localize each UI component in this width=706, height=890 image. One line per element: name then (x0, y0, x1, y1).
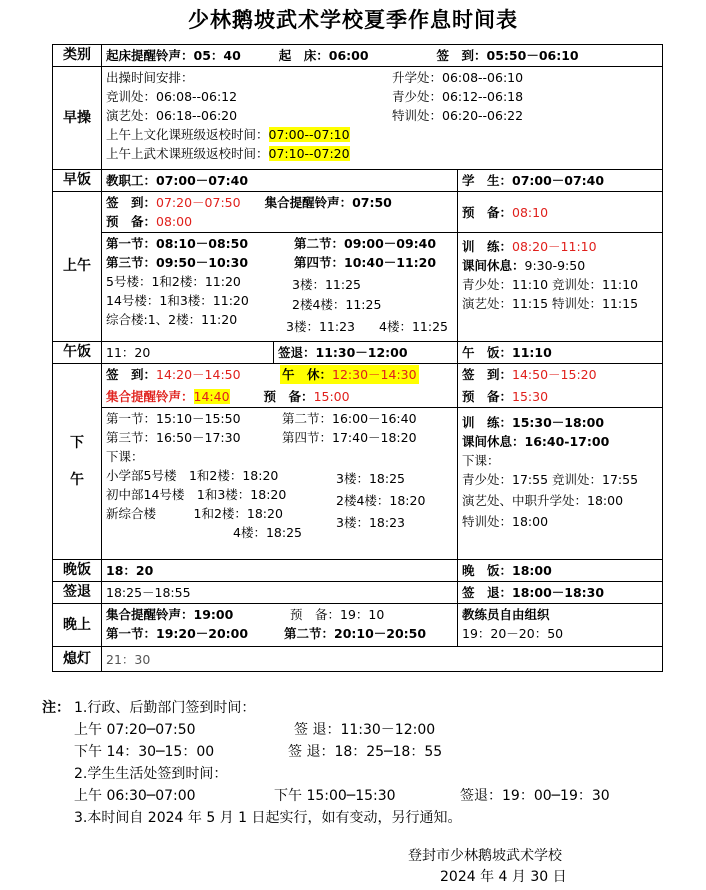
note-1d: 签 退：18：25─18：55 (288, 744, 443, 760)
afternoon-prep-label: 预 备： (263, 389, 314, 404)
wake-up: 起 床：06:00 (278, 48, 369, 63)
category-header: 类别 (53, 45, 102, 67)
afternoon-prep-time: 15:00 (313, 389, 350, 404)
afternoon-period-1: 第一节：15:10－15:50 (106, 411, 241, 426)
morning-exercise-content (102, 67, 663, 170)
evening-period-1: 第一节：19:20－20:00 (106, 626, 249, 641)
afternoon-training-content (458, 408, 663, 560)
afternoon-r-c: 演艺处、中职升学处：18:00 (462, 493, 624, 508)
category-evening: 晚上 (53, 604, 102, 647)
morning-right-prep-time: 08:10 (512, 204, 549, 220)
building-complex-b: 3楼：11:23 (286, 319, 355, 334)
category-lights: 熄灯 (53, 647, 102, 672)
afternoon-gather-time: 14:40 (193, 389, 230, 404)
lunch-checkout (274, 342, 458, 364)
afternoon-right-sign (458, 364, 663, 408)
afternoon-period-3: 第三节：16:50－17:30 (106, 430, 241, 445)
lunch-checkout-text: 签退：11:30－12:00 (278, 345, 408, 360)
culture-return-label: 上午上文化课班级返校时间： (106, 127, 269, 142)
wake-bell: 起床提醒铃声：05：40 (106, 48, 241, 63)
evening-row (53, 604, 663, 647)
jingxun-time: 竞训处：06:08--06:12 (106, 89, 238, 104)
note-1a: 上午 07:20─07:50 (74, 722, 196, 738)
middle-building-14-b: 2楼4楼：18:20 (336, 493, 426, 508)
notes (42, 697, 682, 829)
morning-break-label: 课间休息： (462, 258, 525, 273)
afternoon-break: 课间休息：16:40-17:00 (462, 434, 610, 449)
afternoon-dismiss: 下课： (106, 449, 144, 464)
lunch-row (53, 342, 663, 364)
afternoon-r-prep-label: 预 备： (462, 389, 513, 404)
primary-building-5: 小学部5号楼 1和2楼：18:20 (106, 468, 279, 483)
morning-classes-content (102, 233, 458, 342)
evening-coach-label: 教练员自由组织 (462, 607, 550, 622)
morning-gather-bell: 集合提醒铃声：07:50 (264, 195, 392, 210)
morning-sign-row (53, 192, 663, 233)
afternoon-r-a: 青少处：17:55 (462, 472, 549, 487)
building-14-b: 2楼4楼：11:25 (292, 297, 382, 312)
building-14: 14号楼：1和3楼：11:20 (106, 293, 249, 308)
note-2a: 上午 06:30─07:00 (74, 788, 196, 804)
page-title: 少林鹅坡武术学校夏季作息时间表 (188, 7, 518, 32)
category-checkout: 签退 (53, 582, 102, 604)
new-complex-b: 3楼：18:23 (336, 515, 405, 530)
morning-end-d: 特训处：11:15 (552, 296, 639, 311)
afternoon-nap-label: 午 休： (282, 367, 333, 382)
afternoon-classes-content (102, 408, 458, 560)
category-morning-exercise: 早操 (53, 67, 102, 170)
yanyi-time: 演艺处：06:18--06:20 (106, 108, 238, 123)
afternoon-r-dismiss: 下课： (462, 453, 500, 468)
morning-exercise-row (53, 67, 663, 170)
morning-sign-label: 签 到： (106, 195, 157, 210)
martial-return-label: 上午上武术课班级返校时间： (106, 146, 269, 161)
morning-prep-label: 预 备： (106, 214, 157, 229)
afternoon-train: 训 练：15:30－18:00 (462, 415, 605, 430)
lunch-time: 11：20 (102, 342, 274, 364)
dinner-row (53, 560, 663, 582)
morning-period-4: 第四节：10:40－11:20 (294, 255, 437, 270)
afternoon-nap-time: 12:30－14:30 (332, 367, 417, 382)
category-afternoon-a: 下 (70, 434, 84, 451)
afternoon-r-prep-time: 15:30 (512, 389, 549, 404)
breakfast-row (53, 170, 663, 192)
morning-end-b: 竞训处：11:10 (552, 277, 639, 292)
note-2b: 下午 15:00─15:30 (274, 788, 396, 804)
afternoon-sign-row (53, 364, 663, 408)
afternoon-period-4: 第四节：17:40－18:20 (282, 430, 417, 445)
dinner-right: 晚 饭：18:00 (458, 560, 663, 582)
checkout-row (53, 582, 663, 604)
afternoon-period-2: 第二节：16:00－16:40 (282, 411, 417, 426)
morning-sign-time: 07:20－07:50 (156, 195, 241, 210)
afternoon-sign-label: 签 到： (106, 367, 157, 382)
dismiss-label: 出操时间安排： (106, 70, 194, 85)
afternoon-nap (280, 365, 419, 384)
morning-prep-time: 08:00 (156, 214, 193, 229)
afternoon-r-sign-label: 签 到： (462, 367, 513, 382)
building-complex-c: 4楼：11:25 (379, 319, 448, 334)
afternoon-sign-time: 14:20－14:50 (156, 367, 241, 382)
checkout-time: 18:25－18:55 (102, 582, 458, 604)
evening-period-2: 第二节：20:10－20:50 (284, 626, 427, 641)
dinner-time: 18：20 (102, 560, 458, 582)
category-afternoon-b: 午 (70, 471, 84, 488)
evening-gather: 集合提醒铃声：19:00 (106, 607, 234, 622)
category-morning: 上午 (53, 192, 102, 342)
culture-return-time: 07:00--07:10 (268, 127, 350, 142)
breakfast-students: 学 生：07:00－07:40 (458, 170, 663, 192)
morning-train-time: 08:20－11:10 (512, 239, 597, 254)
morning-period-3: 第三节：09:50－10:30 (106, 255, 249, 270)
morning-sign-content (102, 192, 458, 233)
middle-building-14: 初中部14号楼 1和3楼：18:20 (106, 487, 287, 502)
header-times (102, 45, 663, 67)
afternoon-r-b: 竞训处：17:55 (552, 472, 639, 487)
lights-row (53, 647, 663, 672)
header-row (53, 45, 663, 67)
header-sign-in: 签 到：05:50－06:10 (436, 48, 579, 63)
lights-time: 21：30 (102, 647, 663, 672)
martial-return-time: 07:10--07:20 (268, 146, 350, 161)
evening-prep: 预 备：19：10 (290, 607, 385, 622)
category-dinner: 晚饭 (53, 560, 102, 582)
primary-building-5-b: 3楼：18:25 (336, 471, 405, 486)
morning-break-time: 9:30-9:50 (524, 258, 586, 273)
afternoon-classes-row (53, 408, 663, 560)
evening-coach (458, 604, 663, 647)
note-3: 3.本时间自 2024 年 5 月 1 日起实行，如有变动，另行通知。 (74, 810, 462, 826)
building-5-b: 3楼：11:25 (292, 277, 361, 292)
breakfast-staff: 教职工：07:00－07:40 (102, 170, 458, 192)
category-afternoon (53, 364, 102, 560)
note-2c: 签退：19：00─19：30 (460, 788, 610, 804)
checkout-right: 签 退：18:00－18:30 (458, 582, 663, 604)
morning-train-label: 训 练： (462, 239, 513, 254)
building-5: 5号楼：1和2楼：11:20 (106, 274, 241, 289)
shengxue-time: 升学处：06:08--06:10 (392, 70, 524, 85)
morning-training-content (458, 233, 663, 342)
morning-end-c: 演艺处：11:15 (462, 296, 549, 311)
morning-end-a: 青少处：11:10 (462, 277, 549, 292)
qingshao-time: 青少处：06:12--06:18 (392, 89, 524, 104)
new-complex: 新综合楼 1和2楼：18:20 (106, 506, 283, 521)
morning-classes-row (53, 233, 663, 342)
signature-date: 2024 年 4 月 30 日 (440, 869, 567, 885)
afternoon-r-sign-time: 14:50－15:20 (512, 367, 597, 382)
note-1b: 签 退：11:30－12:00 (294, 722, 436, 738)
new-complex-c: 4楼：18:25 (233, 525, 302, 540)
lunch-right: 午 饭：11:10 (458, 342, 663, 364)
afternoon-gather-label: 集合提醒铃声： (106, 389, 194, 404)
morning-right-prep-label: 预 备： (462, 204, 513, 220)
note-1: 1.行政、后勤部门签到时间： (74, 700, 256, 716)
evening-coach-time: 19：20－20：50 (462, 626, 564, 641)
afternoon-sign-content (102, 364, 458, 408)
building-complex: 综合楼:1、2楼：11:20 (106, 312, 238, 327)
category-breakfast: 早饭 (53, 170, 102, 192)
schedule-table (52, 44, 663, 672)
note-2: 2.学生生活处签到时间： (74, 766, 228, 782)
afternoon-r-d: 特训处：18:00 (462, 514, 549, 529)
category-lunch: 午饭 (53, 342, 102, 364)
morning-right-prep (458, 192, 663, 233)
morning-period-1: 第一节：08:10－08:50 (106, 236, 249, 251)
notes-label: 注： (42, 700, 70, 716)
texun-time: 特训处：06:20--06:22 (392, 108, 524, 123)
note-1c: 下午 14：30─15：00 (74, 744, 215, 760)
evening-content (102, 604, 458, 647)
signature-org: 登封市少林鹅坡武术学校 (408, 848, 562, 864)
morning-period-2: 第二节：09:00－09:40 (294, 236, 437, 251)
